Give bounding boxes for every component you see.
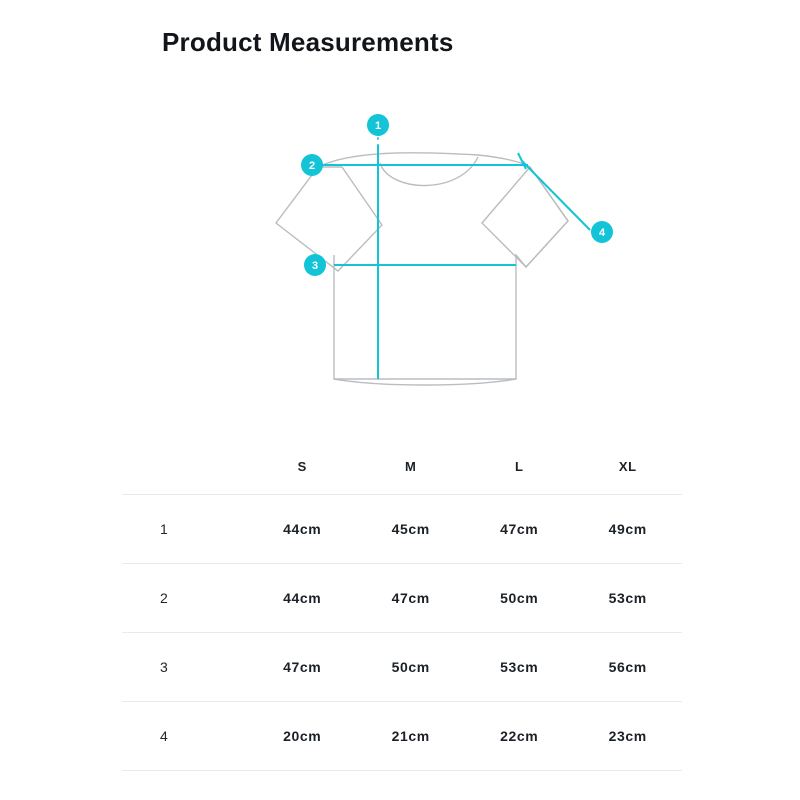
page-title: Product Measurements — [162, 27, 454, 57]
column-header-m: M — [357, 438, 466, 495]
table-header-row — [122, 438, 682, 495]
cell-l: 47cm — [465, 495, 574, 564]
t-shirt-measurement-diagram — [230, 95, 650, 405]
cell-xl: 49cm — [574, 495, 683, 564]
callout-badge-2 — [301, 154, 323, 176]
cell-m: 47cm — [357, 564, 466, 633]
measurements-table — [122, 438, 682, 771]
cell-s: 20cm — [248, 702, 357, 771]
table-body — [122, 495, 682, 771]
column-header-l: L — [465, 438, 574, 495]
row-index: 2 — [122, 564, 248, 633]
cell-s: 47cm — [248, 633, 357, 702]
callout-badge-4 — [591, 221, 613, 243]
cell-m: 50cm — [357, 633, 466, 702]
measurement-lines — [320, 145, 590, 379]
column-header-index — [122, 438, 248, 495]
row-index: 3 — [122, 633, 248, 702]
table-row — [122, 633, 682, 702]
cell-xl: 56cm — [574, 633, 683, 702]
cell-m: 45cm — [357, 495, 466, 564]
cell-l: 50cm — [465, 564, 574, 633]
callout-badge-1 — [367, 114, 389, 136]
row-index: 1 — [122, 495, 248, 564]
table-row — [122, 564, 682, 633]
callout-label-4: 4 — [598, 227, 606, 239]
table-row — [122, 495, 682, 564]
callout-label-3: 3 — [311, 260, 319, 272]
cell-l: 53cm — [465, 633, 574, 702]
callout-label-1: 1 — [374, 120, 382, 132]
callout-label-2: 2 — [308, 160, 316, 172]
column-header-xl: XL — [574, 438, 683, 495]
cell-m: 21cm — [357, 702, 466, 771]
callout-badge-3 — [304, 254, 326, 276]
cell-xl: 53cm — [574, 564, 683, 633]
cell-s: 44cm — [248, 495, 357, 564]
row-index: 4 — [122, 702, 248, 771]
table-row — [122, 702, 682, 771]
cell-s: 44cm — [248, 564, 357, 633]
column-header-s: S — [248, 438, 357, 495]
cell-xl: 23cm — [574, 702, 683, 771]
table-header — [122, 438, 682, 495]
cell-l: 22cm — [465, 702, 574, 771]
